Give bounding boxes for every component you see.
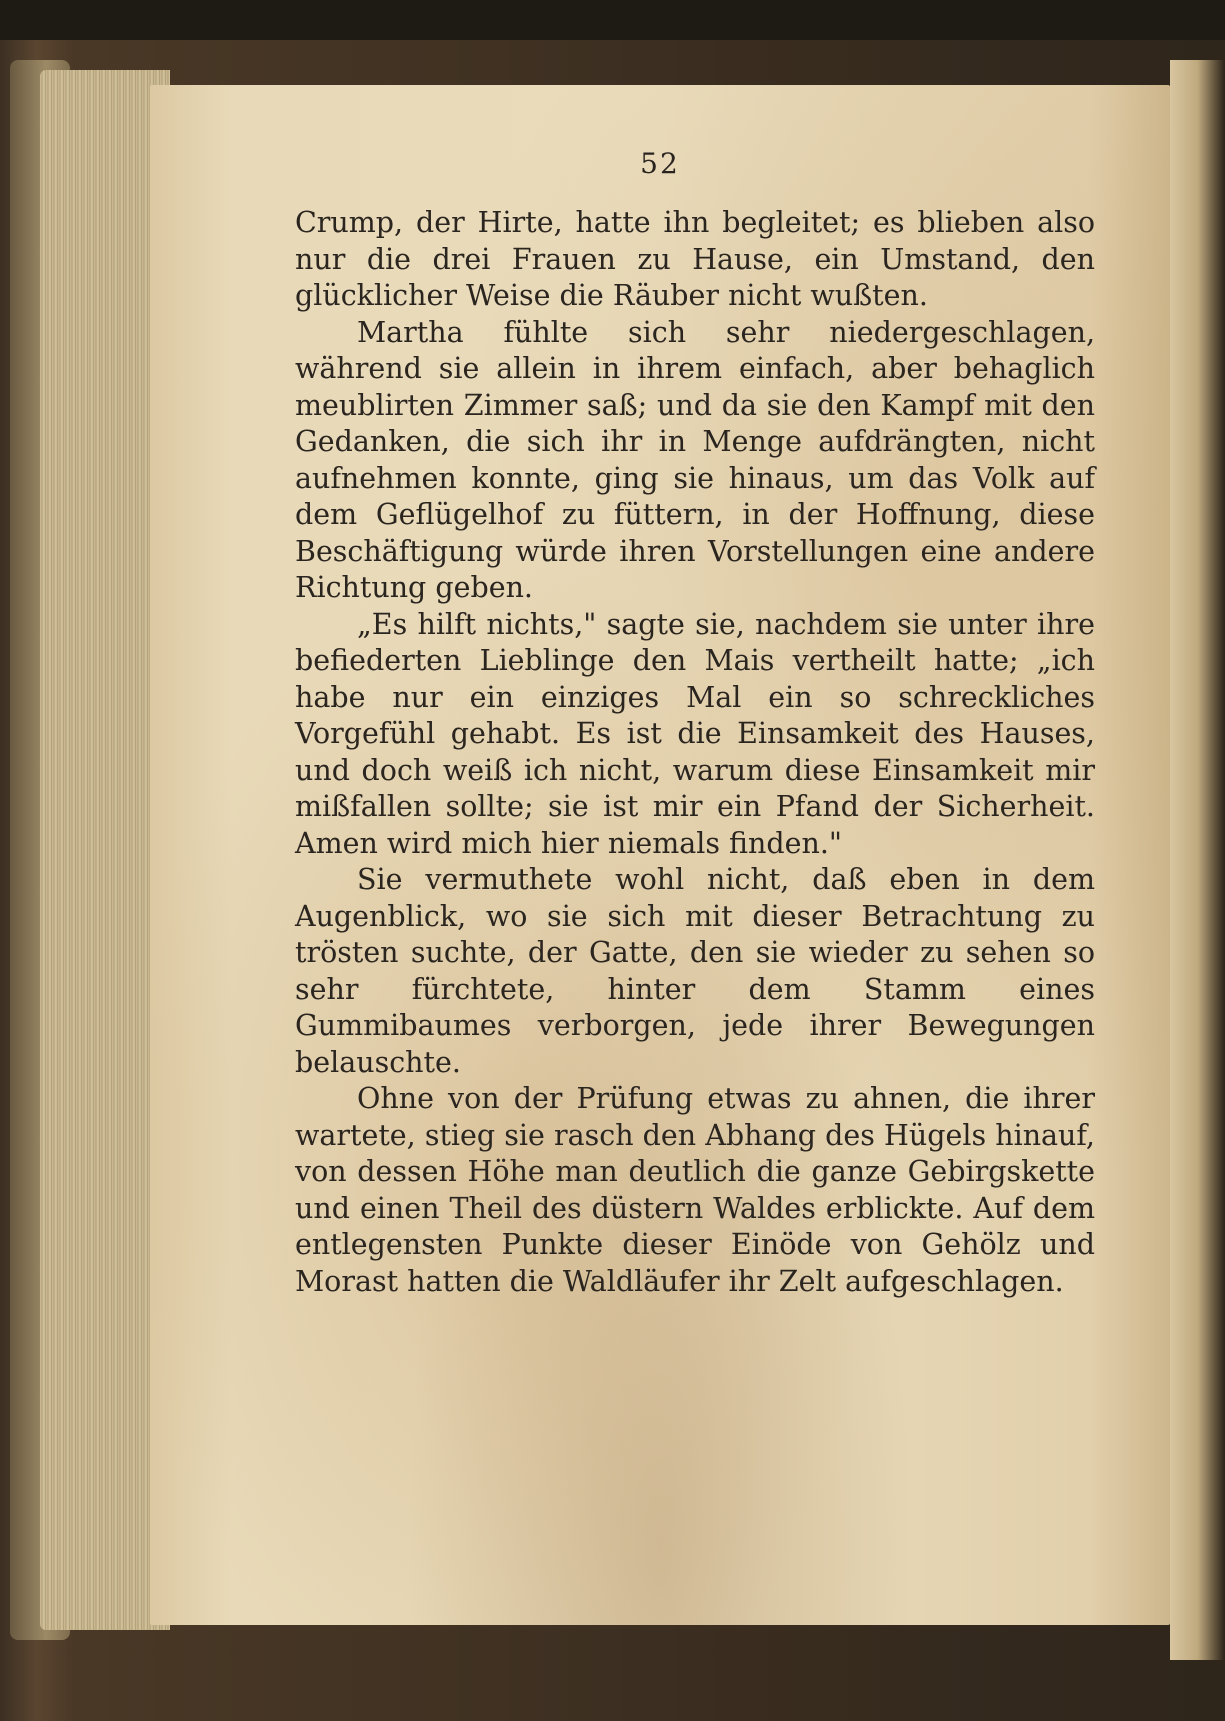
book-page [150,85,1170,1625]
paragraph: Sie vermuthete wohl nicht, daß eben in dem Augenblick, wo sie sich mit dieser Betrachtung zu trösten suchte, der Gatte, den sie wieder zu sehen so sehr fürchtete, hinter dem Stamm eines Gummibaumes verborgen, jede ihrer Bewegungen belauschte. [295,863,1095,1079]
paragraph: Martha fühlte sich sehr niedergeschlagen, während sie allein in ihrem einfach, aber behaglich meublirten Zimmer saß; und da sie den Kampf mit den Gedanken, die sich ihr in Menge aufdrängten, nicht aufnehmen konnte, ging sie hinaus, um das Volk auf dem Geflügelhof zu füttern, in der Hoffnung, diese Beschäftigung würde ihren Vorstellungen eine andere Richtung geben. [295,315,1095,604]
facing-page-edge [1170,60,1225,1660]
page-number: 52 [640,147,680,180]
paragraph: Crump, der Hirte, hatte ihn begleitet; es blieben also nur die drei Frauen zu Hause, ein Umstand, den glücklicher Weise die Räuber nicht wußten. [295,206,1095,312]
page-text [295,205,1095,1300]
paragraph: „Es hilft nichts," sagte sie, nachdem sie unter ihre befiederten Lieblinge den Mais vertheilt hatte; „ich habe nur ein einziges Mal ein so schreckliches Vorgefühl gehabt. Es ist die Einsamkeit des Hauses, und doch weiß ich nicht, warum diese Einsamkeit mir mißfallen sollte; sie ist mir ein Pfand der Sicherheit. Amen wird mich hier niemals finden." [295,607,1095,860]
paragraph: Ohne von der Prüfung etwas zu ahnen, die ihrer wartete, stieg sie rasch den Abhang des Hügels hinauf, von dessen Höhe man deutlich die ganze Gebirgskette und einen Theil des düstern Waldes erblickte. Auf dem entlegensten Punkte dieser Einöde von Gehölz und Morast hatten die Waldläufer ihr Zelt aufgeschlagen. [295,1082,1095,1298]
